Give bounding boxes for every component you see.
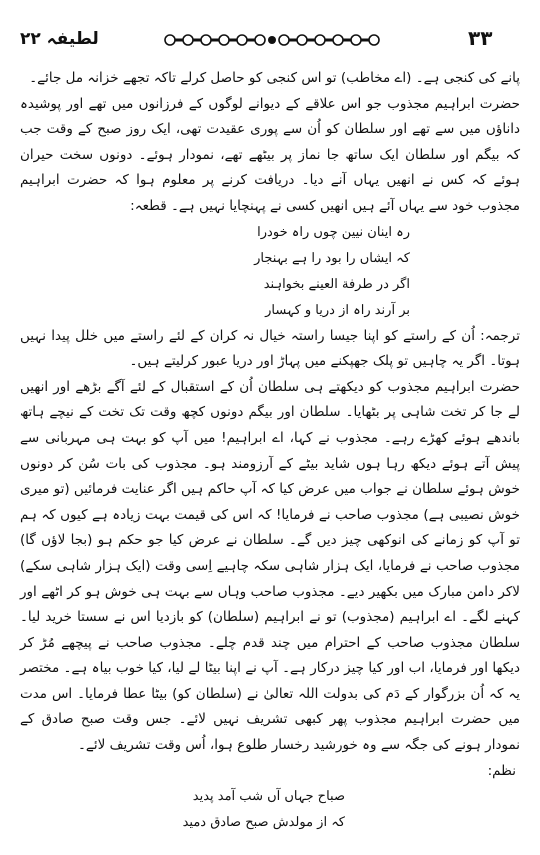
paragraph-2: حضرت ابراہیم مجذوب جو اس علاقے کے دیوانے لوگوں کے فرزانوں میں تھے اور پوشیدہ داناؤں میں سے تھے اور سلطان کو اُن سے پوری عقیدت تھی، ایک روز صبح کے وقت جب کہ بیگم اور سلطان ایک ساتھ جا نماز پر بیٹھے تھے، نمودار ہوئے۔ دونوں سخت حیران ہوئے کہ کس نے انھیں یہاں آنے دیا۔ دریافت کرنے پر معلوم ہوا کہ حضرت ابراہیم مجذوب خود سے یہاں آئے ہیں انھیں کسی نے پہنچایا نہیں ہے۔ قطعہ: [20,95,520,214]
verse-line: رہ اینان نیین چوں راہ خودرا [257,224,410,240]
header-ornament [162,32,382,48]
paragraph-3: حضرت ابراہیم مجذوب کو دیکھتے ہی سلطان اُن کے استقبال کے لئے آگے بڑھے اور انھیں لے جا کر تخت شاہی پر بٹھایا۔ سلطان اور بیگم دونوں کچھ وقت تک تخت کے نیچے ہاتھ باندھے ہوئے کھڑے رہے۔ مجذوب نے کہا، اے ابراہیم! میں آپ کو بہت ہی مہربانی سے پیش آتے ہوئے دیکھ رہا ہوں شاید بیٹے کے آرزومند ہو۔ مجذوب کی بات سُن کر دونوں خوش ہوئے سلطان نے جواب میں عرض کیا کہ آپ حاکم ہیں اگر عنایت فرمائیں (تو میری خوش نصیبی ہے) مجذوب صاحب نے فرمایا! کہ اس کی قیمت بہت زیادہ ہے کیوں کہ ہم تو آپ کو زمانے کی انوکھی چیز دیں گے۔ سلطان نے عرض کیا جو حکم ہو (بجا لاؤں گا) مجذوب صاحب نے فرمایا، ایک ہزار شاہی سکہ چاہیے اِسی وقت (ایک ہزار شاہی سکے) لاکر دامن مبارک میں بکھیر دیے۔ مجذوب صاحب وہاں سے بہت ہی خوش ہو کر اٹھے اور کہنے لگے۔ اے ابراہیم (مجذوب) تو نے ابراہیم (سلطان) کو بازدیا اس نے سستا خرید لیا۔ سلطان مجذوب صاحب کے احترام میں چند قدم چلے۔ مجذوب صاحب نے پیچھے مُڑ کر دیکھا اور فرمایا، اب اور کیا چیز درکار ہے۔ آپ نے اپنا بیٹا لے لیا، کیا خوب بیاہ ہے۔ مختصر یہ کہ اُن بزرگوار کے دَم کی بدولت اللہ تعالیٰ نے (سلطان کو) بیٹا عطا فرمایا۔ اس مدت میں حضرت ابراہیم مجذوب پھر کبھی تشریف نہیں لائے۔ جس وقت صبح صادق کے نمودار ہونے کی جگہ سے وہ خورشید رخسار طلوع ہوا، اُس وقت تشریف لائے۔ [20,378,520,754]
verse-block-2 [20,784,520,836]
page-header [0,26,540,54]
verse-line: صباح جہاں آں شب آمد پدید [192,789,345,805]
verse-line: کہ ایشاں را بود را ہے بہنجار [254,250,410,266]
page-body [20,66,520,836]
page-number: ۳۳ [468,26,493,50]
verse-block-1 [20,220,520,324]
chapter-title: لطیفہ ۲۲ [20,29,99,49]
verse-line: اگر در طرفة العینے بخواہند [263,276,410,292]
paragraph-translation: ترجمہ: اُن کے راستے کو اپنا جیسا راستہ خیال نہ کران کے لئے راستے میں خلل پیدا نہیں ہوتا۔ اگر یہ چاہیں تو پلک جھپکنے میں پہاڑ اور دریا عبور کرلیتے ہیں۔ [20,327,520,370]
verse-line: کہ از مولدش صبح صادق دمید [182,815,345,831]
nazm-label: نظم: [487,762,516,779]
paragraph-1: پانے کی کنجی ہے۔ (اے مخاطب) تو اس کنجی کو حاصل کرلے تاکہ تجھے خزانہ مل جائے۔ [29,70,520,86]
verse-line: بر آرند راہ از دریا و کہسار [265,302,410,318]
